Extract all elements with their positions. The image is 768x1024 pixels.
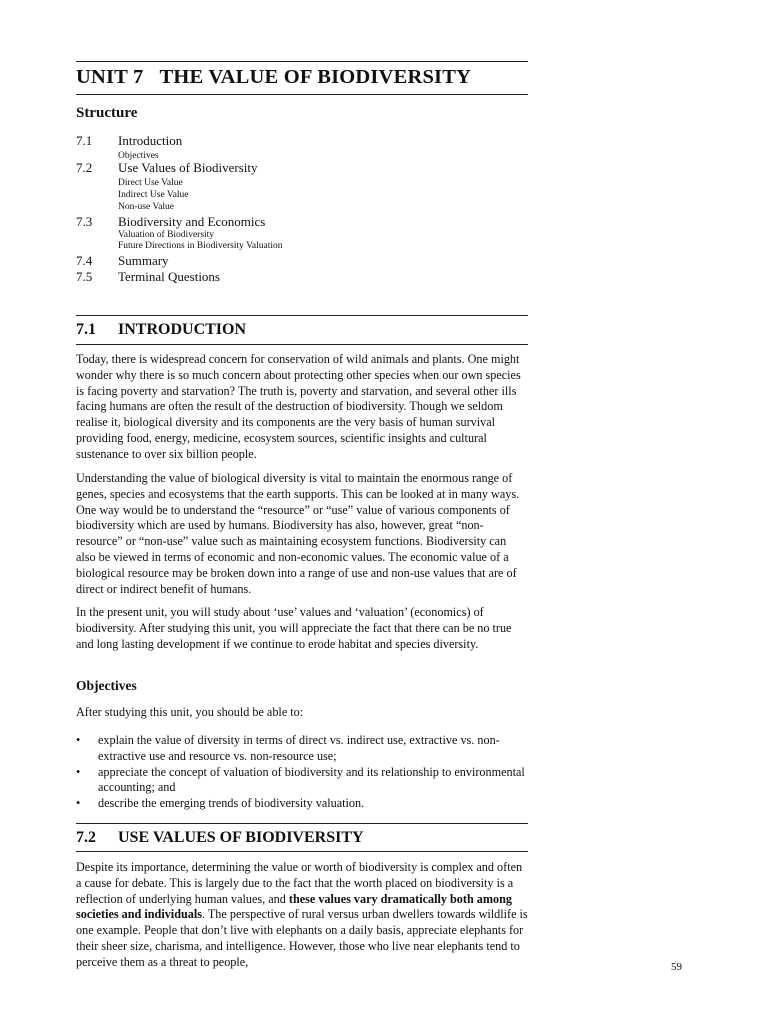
section-rule <box>76 851 528 852</box>
objective-item <box>76 796 528 812</box>
section-number: 7.1 <box>76 321 96 338</box>
objective-text: appreciate the concept of valuation of biodiversity and its relationship to environmental accounting; and <box>98 764 525 795</box>
section-rule <box>76 315 528 316</box>
bullet-icon: • <box>76 796 81 811</box>
objective-item <box>76 765 528 797</box>
toc-item-title: Use Values of Biodiversity <box>118 160 258 175</box>
unit-number: UNIT 7 <box>76 66 144 88</box>
toc-subitem: Future Directions in Biodiversity Valuation <box>118 241 283 251</box>
toc-item-number: 7.2 <box>76 160 93 175</box>
toc-item-number: 7.5 <box>76 269 93 284</box>
toc-item-number: 7.4 <box>76 253 93 268</box>
section-rule <box>76 823 528 824</box>
page-number: 59 <box>671 961 682 973</box>
emphasized-text: these values vary dramatically both among societies and individuals <box>76 891 512 922</box>
toc-item-title: Summary <box>118 253 169 268</box>
toc-subitem: Direct Use Value <box>118 178 183 188</box>
bullet-icon: • <box>76 764 81 779</box>
intro-paragraph: In the present unit, you will study about ‘use’ values and ‘valuation’ (economics) of biodiversity. After studying this unit, you will appreciate the fact that there can be no true and long lasting development if we continue to erode habitat and species diversity. <box>76 605 512 651</box>
section-title: INTRODUCTION <box>118 321 247 338</box>
title-top-rule <box>76 61 528 62</box>
toc-item-number: 7.1 <box>76 133 93 148</box>
section-rule <box>76 344 528 345</box>
toc-item-number: 7.3 <box>76 214 93 229</box>
intro-paragraph: Understanding the value of biological diversity is vital to maintain the enormous range of genes, species and ecosystems that the earth supports. This can be looked at in many ways. One way would be to understand the “resource” or “use” value of various components of biodiversity which are used by humans. Biodiversity has also, however, great “non-resource” or “non-use” value such as maintaining ecosystem functions. Biodiversity can also be viewed in terms of economic and non-economic values. The economic value of a biological resource may be broken down into a range of use and non-use values that are of direct or indirect benefit of humans. <box>76 471 520 596</box>
toc-subitem: Valuation of Biodiversity <box>118 230 215 240</box>
bullet-icon: • <box>76 733 81 747</box>
toc-subitem: Objectives <box>118 151 159 161</box>
intro-paragraph: Today, there is widespread concern for conservation of wild animals and plants. One might wonder why there is so much concern about protecting other species when our own species is facing poverty and starvation? The truth is, poverty and starvation, and several other ills facing humans are often the result of the destruction of biodiversity. Though we seldom realise it, biological diversity and its components are the very basis of human survival providing food, energy, medicine, ecosystem sources, scientific insights and cultural sustenance to over six billion people. <box>76 352 521 461</box>
objective-item <box>76 733 528 765</box>
structure-heading: Structure <box>76 105 138 121</box>
paragraph-text: . The perspective of rural versus urban dwellers towards wildlife is one example. People that don’t live with elephants on a daily basis, appreciate elephants for their sheer size, charisma, and intelligence. However, those who live near elephants tend to perceive them as a threat to people, <box>76 907 528 969</box>
section-title: USE VALUES OF BIODIVERSITY <box>118 829 364 846</box>
objective-text: describe the emerging trends of biodiversity valuation. <box>98 796 365 811</box>
toc-subitem: Non-use Value <box>118 202 175 212</box>
objectives-lead: After studying this unit, you should be able to: <box>76 705 304 719</box>
paragraph-text: Despite its importance, determining the value or worth of biodiversity is complex and often a cause for debate. This is largely due to the fact that the worth placed on biodiversity is a reflection of underlying human values, and <box>76 860 523 906</box>
use-values-paragraph <box>76 860 528 971</box>
toc-item-title: Biodiversity and Economics <box>118 214 266 229</box>
objectives-list <box>76 733 528 812</box>
toc-item-title: Introduction <box>118 133 183 148</box>
toc-item-title: Terminal Questions <box>118 269 220 284</box>
section-number: 7.2 <box>76 829 96 846</box>
unit-title-text: THE VALUE OF BIODIVERSITY <box>159 66 472 88</box>
toc-subitem: Indirect Use Value <box>118 190 189 200</box>
objectives-heading: Objectives <box>76 678 137 693</box>
unit-title <box>76 66 471 89</box>
title-bottom-rule <box>76 94 528 95</box>
objective-text: explain the value of diversity in terms of direct vs. indirect use, extractive vs. non-extractive use and resource vs. non-resource use; <box>98 733 500 763</box>
